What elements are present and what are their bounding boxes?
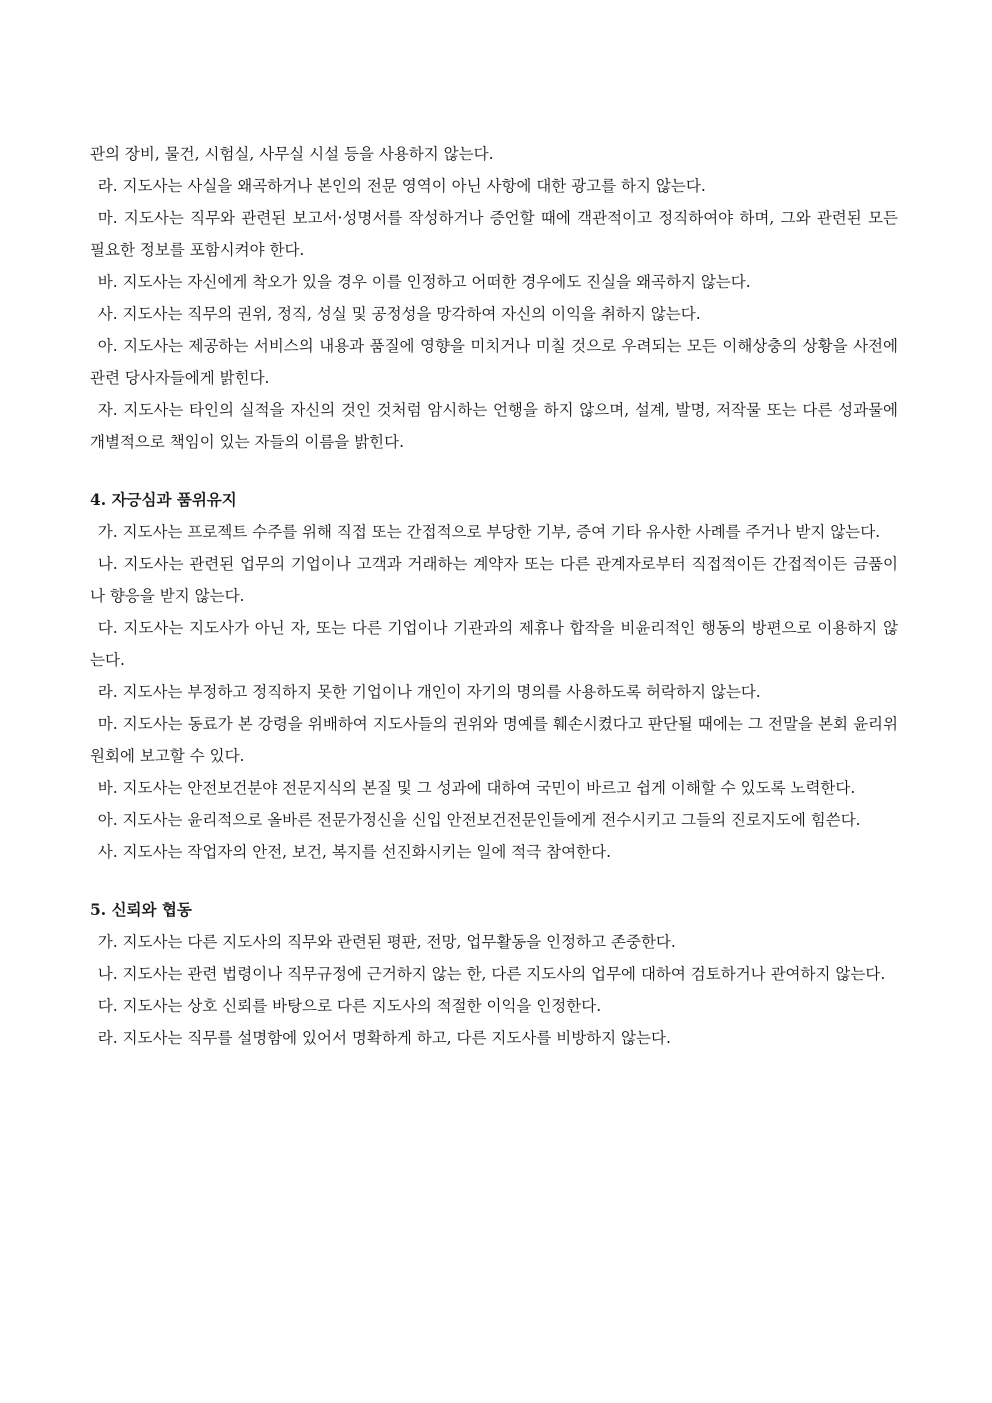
section4-item-sa: 사. 지도사는 작업자의 안전, 보건, 복지를 선진화시키는 일에 적극 참여한다. [97, 843, 611, 861]
continuation-text: 관의 장비, 물건, 시험실, 사무실 시설 등을 사용하지 않는다. [90, 145, 494, 163]
section3-item-sa: 사. 지도사는 직무의 권위, 정직, 성실 및 공정성을 망각하여 자신의 이익을 취하지 않는다. [97, 305, 701, 323]
section3-item-ra: 라. 지도사는 사실을 왜곡하거나 본인의 전문 영역이 아닌 사항에 대한 광고를 하지 않는다. [97, 177, 706, 195]
section5-item-ra: 라. 지도사는 직무를 설명함에 있어서 명확하게 하고, 다른 지도사를 비방하지 않는다. [97, 1029, 671, 1047]
section3-item-ba: 바. 지도사는 자신에게 착오가 있을 경우 이를 인정하고 어떠한 경우에도 진실을 왜곡하지 않는다. [97, 273, 751, 291]
section4-item-ba: 바. 지도사는 안전보건분야 전문지식의 본질 및 그 성과에 대하여 국민이 바르고 쉽게 이해할 수 있도록 노력한다. [97, 779, 856, 797]
section5-item-na: 나. 지도사는 관련 법령이나 직무규정에 근거하지 않는 한, 다른 지도사의 업무에 대하여 검토하거나 관여하지 않는다. [97, 965, 886, 983]
section5-heading: 5. 신뢰와 협동 [90, 900, 192, 919]
section-spacer [90, 868, 898, 894]
section4-item-da: 다. 지도사는 지도사가 아닌 자, 또는 다른 기업이나 기관과의 제휴나 합작을 비윤리적인 행동의 방편으로 이용하지 않는다. [90, 619, 898, 669]
section3-item-a: 아. 지도사는 제공하는 서비스의 내용과 품질에 영향을 미치거나 미칠 것으로 우려되는 모든 이해상충의 상황을 사전에 관련 당사자들에게 밝힌다. [90, 337, 898, 387]
section3-item-ja: 자. 지도사는 타인의 실적을 자신의 것인 것처럼 암시하는 언행을 하지 않으며, 설계, 발명, 저작물 또는 다른 성과물에 개별적으로 책임이 있는 자들의 이름을 밝힌다. [90, 401, 898, 451]
section3-item-ma: 마. 지도사는 직무와 관련된 보고서·성명서를 작성하거나 증언할 때에 객관적이고 정직하여야 하며, 그와 관련된 모든 필요한 정보를 포함시켜야 한다. [90, 209, 898, 259]
document-page [90, 138, 898, 1054]
section5-item-ga: 가. 지도사는 다른 지도사의 직무와 관련된 평판, 전망, 업무활동을 인정하고 존중한다. [97, 933, 676, 951]
section4-item-ga: 가. 지도사는 프로젝트 수주를 위해 직접 또는 간접적으로 부당한 기부, 증여 기타 유사한 사례를 주거나 받지 않는다. [97, 523, 881, 541]
section4-item-na: 나. 지도사는 관련된 업무의 기업이나 고객과 거래하는 계약자 또는 다른 관계자로부터 직접적이든 간접적이든 금품이나 향응을 받지 않는다. [90, 555, 898, 605]
section4-item-a: 아. 지도사는 윤리적으로 올바른 전문가정신을 신입 안전보건전문인들에게 전수시키고 그들의 진로지도에 힘쓴다. [97, 811, 861, 829]
section4-item-ra: 라. 지도사는 부정하고 정직하지 못한 기업이나 개인이 자기의 명의를 사용하도록 허락하지 않는다. [97, 683, 761, 701]
section4-heading: 4. 자긍심과 품위유지 [90, 490, 237, 509]
section5-item-da: 다. 지도사는 상호 신뢰를 바탕으로 다른 지도사의 적절한 이익을 인정한다. [97, 997, 602, 1015]
section4-item-ma: 마. 지도사는 동료가 본 강령을 위배하여 지도사들의 권위와 명예를 훼손시켰다고 판단될 때에는 그 전말을 본회 윤리위원회에 보고할 수 있다. [90, 715, 898, 765]
section-spacer [90, 458, 898, 484]
